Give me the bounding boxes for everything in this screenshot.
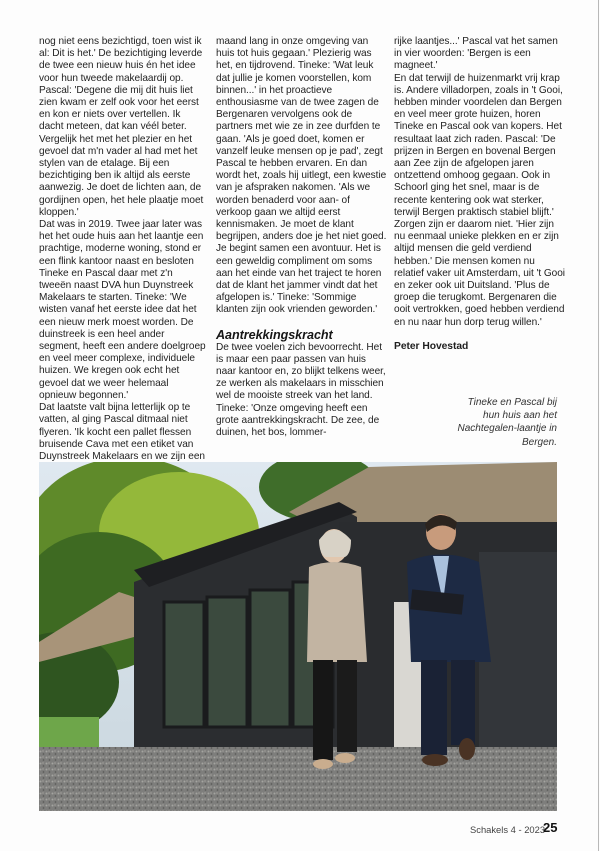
article-column-1 <box>39 36 207 463</box>
magazine-issue: Schakels 4 - 2023 <box>470 824 546 835</box>
paragraph: De twee voelen zich bevoorrecht. Het is maar een paar passen van huis naar kantoor en, zo blijkt telkens weer, ze werken als makelaars in misschien wel de mooiste streek van het land. Tineke: 'Onze omgeving heeft een grote aantrekkingskracht. De zee, de duinen, het bos, lommer- <box>216 341 386 439</box>
page-number: 25 <box>543 820 558 835</box>
article-column-2 <box>216 36 387 439</box>
article-column-3 <box>394 36 566 353</box>
paragraph: nog niet eens bezichtigd, toen wist ik al: Dit is het.' De bezichtiging leverde de twee een nieuw huis én het idee voor hun tweede makelaardij op. Pascal: 'Degene die mij dit huis liet zien kwam er zelf ook voor het eerst en kon er niets over vertellen. Ik dacht meteen, dat kan véél beter. Vergelijk het met het plezier en het gevoel dat m'n vader al had met het stylen van de etalage. Bij een bezichtiging ben ik altijd als eerste aanwezig. Je doet de lichten aan, de gordijnen open, het hele plaatje moet kloppen.' <box>39 36 204 218</box>
photo-caption: Tineke en Pascal bij hun huis aan het Nachtegalen-laantje in Bergen. <box>457 397 557 448</box>
paragraph: Dat was in 2019. Twee jaar later was het het oude huis aan het laantje een prachtige, moderne woning, stond er een flink kantoor naast en besloten Tineke en Pascal daar met z'n tweeën naast DVA hun Duynstreek Makelaars te starten. Tineke: 'We wisten vanaf het eerste idee dat het een nieuw merk moest worden. De duinstreek is een heel ander segment, heeft een andere doelgroep en veel meer complexe, individuele huizen. We kregen ook echt het gevoel dat we weer helemaal opnieuw begonnen.' <box>39 219 206 401</box>
photo-illustration <box>39 462 557 811</box>
front-door <box>479 552 557 757</box>
gravel-path <box>39 747 557 811</box>
paragraph: En dat terwijl de huizenmarkt vrij krap is. Andere villadorpen, zoals in 't Gooi, hebben minder voordelen dan Bergen en veel meer grote huizen, horen Tineke en Pascal ook van kopers. Het resultaat laat zich raden. Pascal: 'De prijzen in Bergen en bovenal Bergen aan Zee zijn de afgelopen jaren ontzettend omhoog gegaan. Ook in Schoorl ging het snel, maar is de recente kentering ook wat sterker, terwijl Bergen praktisch stabiel blijft.' Zorgen zijn er daarom niet. 'Hier zijn nu eenmaal unieke plekken en er zijn altijd mensen die geld verdiend hebben.' Die mensen komen nu relatief vaker uit Amsterdam, uit 't Gooi en zeker ook uit Duitsland. 'Plus de groep die terugkomt. Bergenaren die ooit vertrokken, goed hebben verdiend en nu naar hun dorp terug willen.' <box>394 72 565 328</box>
article-photo <box>39 462 557 811</box>
paragraph: maand lang in onze omgeving van huis tot huis gegaan.' Plezierig was het, en tijdrovend. Tineke: 'Wat leuk dat jullie je komen voorstellen, kom binnen...' in het proactieve enthousiasme van de twee zagen de Bergenaren vervolgens ook de partners met wie ze in zee durfden te gaan. 'Als je goed doet, komen er vanzelf leuke mensen op je pad', zegt Pascal te hebben ervaren. En dan wordt het, zoals hij uitlegt, een kwestie van je afspraken nakomen. 'Als we worden benaderd voor aan- of verkoop gaan we altijd eerst kennismaken. Je moet de klant begrijpen, anders doe je het niet goed. Je begint samen een avontuur. Het is een geweldig compliment om soms aan het einde van het traject te horen dat de klant het jammer vindt dat het afgelopen is.' Tineke: 'Sommige klanten zijn ook vrienden geworden.' <box>216 36 387 316</box>
paragraph: rijke laantjes...' Pascal vat het samen in vier woorden: 'Bergen is een magneet.' <box>394 36 558 72</box>
section-subheading: Aantrekkingskracht <box>216 327 333 342</box>
page-edge-rule <box>598 0 599 851</box>
author-byline: Peter Hovestad <box>394 340 469 352</box>
paragraph: Dat laatste valt bijna letterlijk op te vatten, al ging Pascal ditmaal niet flyeren. 'Ik kocht een pallet flessen bruisende Cava met een etiket van Duynstreek Makelaars en we zijn een <box>39 402 205 462</box>
